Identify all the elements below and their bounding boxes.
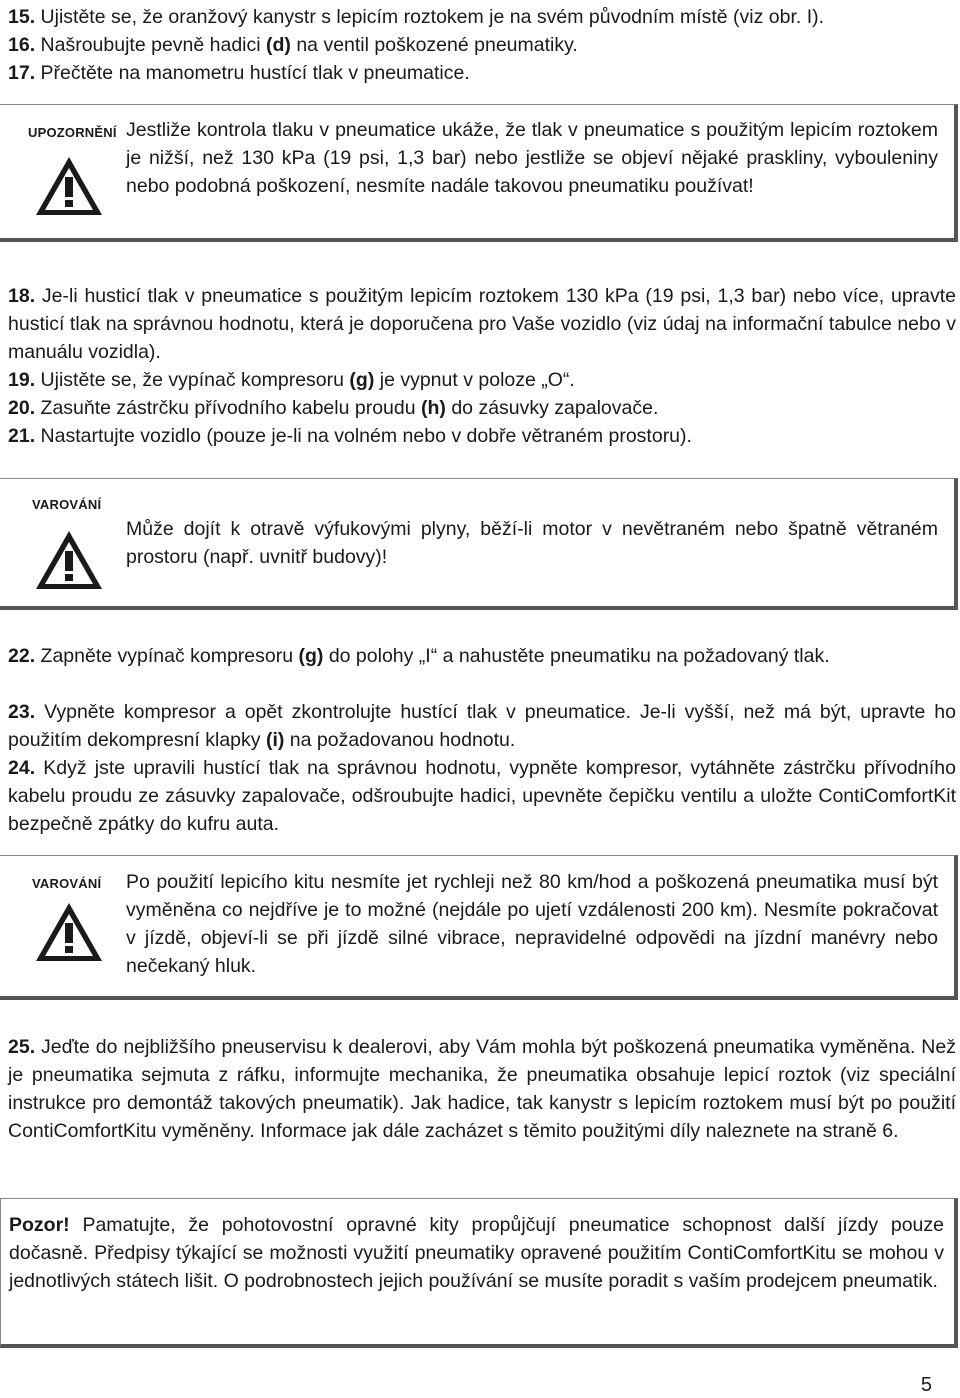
step-text: Zapněte vypínač kompresoru xyxy=(40,645,299,667)
warning-box-varovani-1 xyxy=(0,478,958,610)
step-number: 21. xyxy=(8,425,36,447)
step-21 xyxy=(8,422,956,450)
warning-box-varovani-2 xyxy=(0,855,958,1000)
step-text: Přečtěte na manometru hustící tlak v pneumatice. xyxy=(40,62,470,84)
step-17 xyxy=(8,59,952,87)
warning-triangle-icon xyxy=(34,155,104,217)
warning-text: Jestliže kontrola tlaku v pneumatice ukáže, že tlak v pneumatice s použitým lepicím roztokem je nižší, než 130 kPa (19 psi, 1,3 bar) nebo jestliže se objeví nějaké praskliny, vybouleniny nebo podobná poškození, nesmíte nadále takovou pneumatiku používat! xyxy=(126,119,938,197)
step-number: 16. xyxy=(8,34,36,56)
step-text-end: na požadovanou hodnotu. xyxy=(284,729,516,751)
step-19 xyxy=(8,366,956,394)
part-ref: (i) xyxy=(265,729,285,751)
step-text-end: do zásuvky zapalovače. xyxy=(445,397,659,419)
warning-triangle-icon xyxy=(34,529,104,591)
warning-triangle-icon xyxy=(34,901,104,963)
warning-text: Může dojít k otravě výfukovými plyny, běží-li motor v nevětraném nebo špatně větraném prostoru (např. uvnitř budovy)! xyxy=(126,518,938,568)
pozor-note-box xyxy=(0,1198,958,1348)
page-number: 5 xyxy=(920,1374,932,1396)
step-24 xyxy=(8,754,956,838)
step-20 xyxy=(8,394,956,422)
step-number: 20. xyxy=(8,397,36,419)
step-number: 19. xyxy=(8,369,36,391)
step-text: Zasuňte zástrčku přívodního kabelu proudu xyxy=(40,397,422,419)
warning-text: Po použití lepicího kitu nesmíte jet rychleji než 80 km/hod a poškozená pneumatika musí být vyměněna co nejdříve je to možné (nejdále po ujetí vzdálenosti 200 km). Nesmíte pokračovat v jízdě, objeví-li se při jízdě silné vibrace, nepravidelné odpovědi na jízdní manévry nebo nečekaný hluk. xyxy=(126,871,938,977)
step-25 xyxy=(8,1033,956,1145)
warning-box-upozorneni xyxy=(0,104,958,242)
step-text: Je-li husticí tlak v pneumatice s použitým lepicím roztokem 130 kPa (19 psi, 1,3 bar) nebo více, upravte husticí tlak na správnou hodnotu, která je doporučena pro Vaše vozidlo (viz údaj na informační tabulce nebo v manuálu vozidla). xyxy=(8,285,957,363)
step-number: 23. xyxy=(8,701,36,723)
step-text: Nastartujte vozidlo (pouze je-li na volném nebo v dobře větraném prostoru). xyxy=(40,425,692,447)
step-number: 22. xyxy=(8,645,36,667)
step-text: Ujistěte se, že vypínač kompresoru xyxy=(40,369,350,391)
part-ref: (d) xyxy=(266,34,291,56)
warning-label: VAROVÁNÍ xyxy=(32,876,102,891)
step-text: Vypněte kompresor a opět zkontrolujte hustící tlak v pneumatice. Je-li vyšší, než má být, upravte ho použitím dekompresní klapky xyxy=(8,701,956,751)
step-number: 17. xyxy=(8,62,36,84)
pozor-label: Pozor! xyxy=(9,1214,70,1236)
step-number: 15. xyxy=(8,6,36,28)
step-number: 18. xyxy=(8,285,36,307)
step-text-end: na ventil poškozené pneumatiky. xyxy=(290,34,578,56)
step-text-end: do polohy „I“ a nahustěte pneumatiku na požadovaný tlak. xyxy=(323,645,830,667)
step-18 xyxy=(8,282,956,366)
step-23 xyxy=(8,698,956,754)
part-ref: (g) xyxy=(349,369,375,391)
pozor-text: Pamatujte, že pohotovostní opravné kity propůjčují pneumatice schopnost další jízdy pouze dočasně. Předpisy týkající se možnosti využití pneumatiky opravené použitím ContiComfortKitu se mohou v jednotlivých státech lišit. O podrobnostech jejich používání se musíte poradit s vaším prodejcem pneumatik. xyxy=(9,1214,944,1292)
step-text: Našroubujte pevně hadici xyxy=(40,34,267,56)
part-ref: (g) xyxy=(298,645,324,667)
step-16 xyxy=(8,31,952,59)
step-22 xyxy=(8,642,956,670)
step-text-end: je vypnut v poloze „O“. xyxy=(374,369,575,391)
step-number: 25. xyxy=(8,1036,36,1058)
step-text: Když jste upravili hustící tlak na správnou hodnotu, vypněte kompresor, vytáhněte zástrčku přívodního kabelu proudu ze zásuvky zapalovače, odšroubujte hadici, upevněte čepičku ventilu a uložte ContiComfortKit bezpečně zpátky do kufru auta. xyxy=(8,757,956,835)
step-text: Jeďte do nejbližšího pneuservisu k dealerovi, aby Vám mohla být poškozená pneumatika vyměněna. Než je pneumatika sejmuta z ráfku, informujte mechanika, že pneumatika obsahuje lepicí roztok (viz speciální instrukce pro demontáž takových pneumatik). Jak hadice, tak kanystr s lepicím roztokem musí být po použití ContiComfortKitu vyměněny. Informace jak dále zacházet s těmito použitými díly naleznete na straně 6. xyxy=(8,1036,956,1142)
step-number: 24. xyxy=(8,757,36,779)
part-ref: (h) xyxy=(421,397,446,419)
step-text: Ujistěte se, že oranžový kanystr s lepicím roztokem je na svém původním místě (viz obr. I). xyxy=(40,6,825,28)
warning-label: UPOZORNĚNÍ xyxy=(28,125,117,140)
step-15 xyxy=(8,3,952,31)
pozor-note xyxy=(9,1211,944,1295)
warning-label: VAROVÁNÍ xyxy=(32,497,102,512)
